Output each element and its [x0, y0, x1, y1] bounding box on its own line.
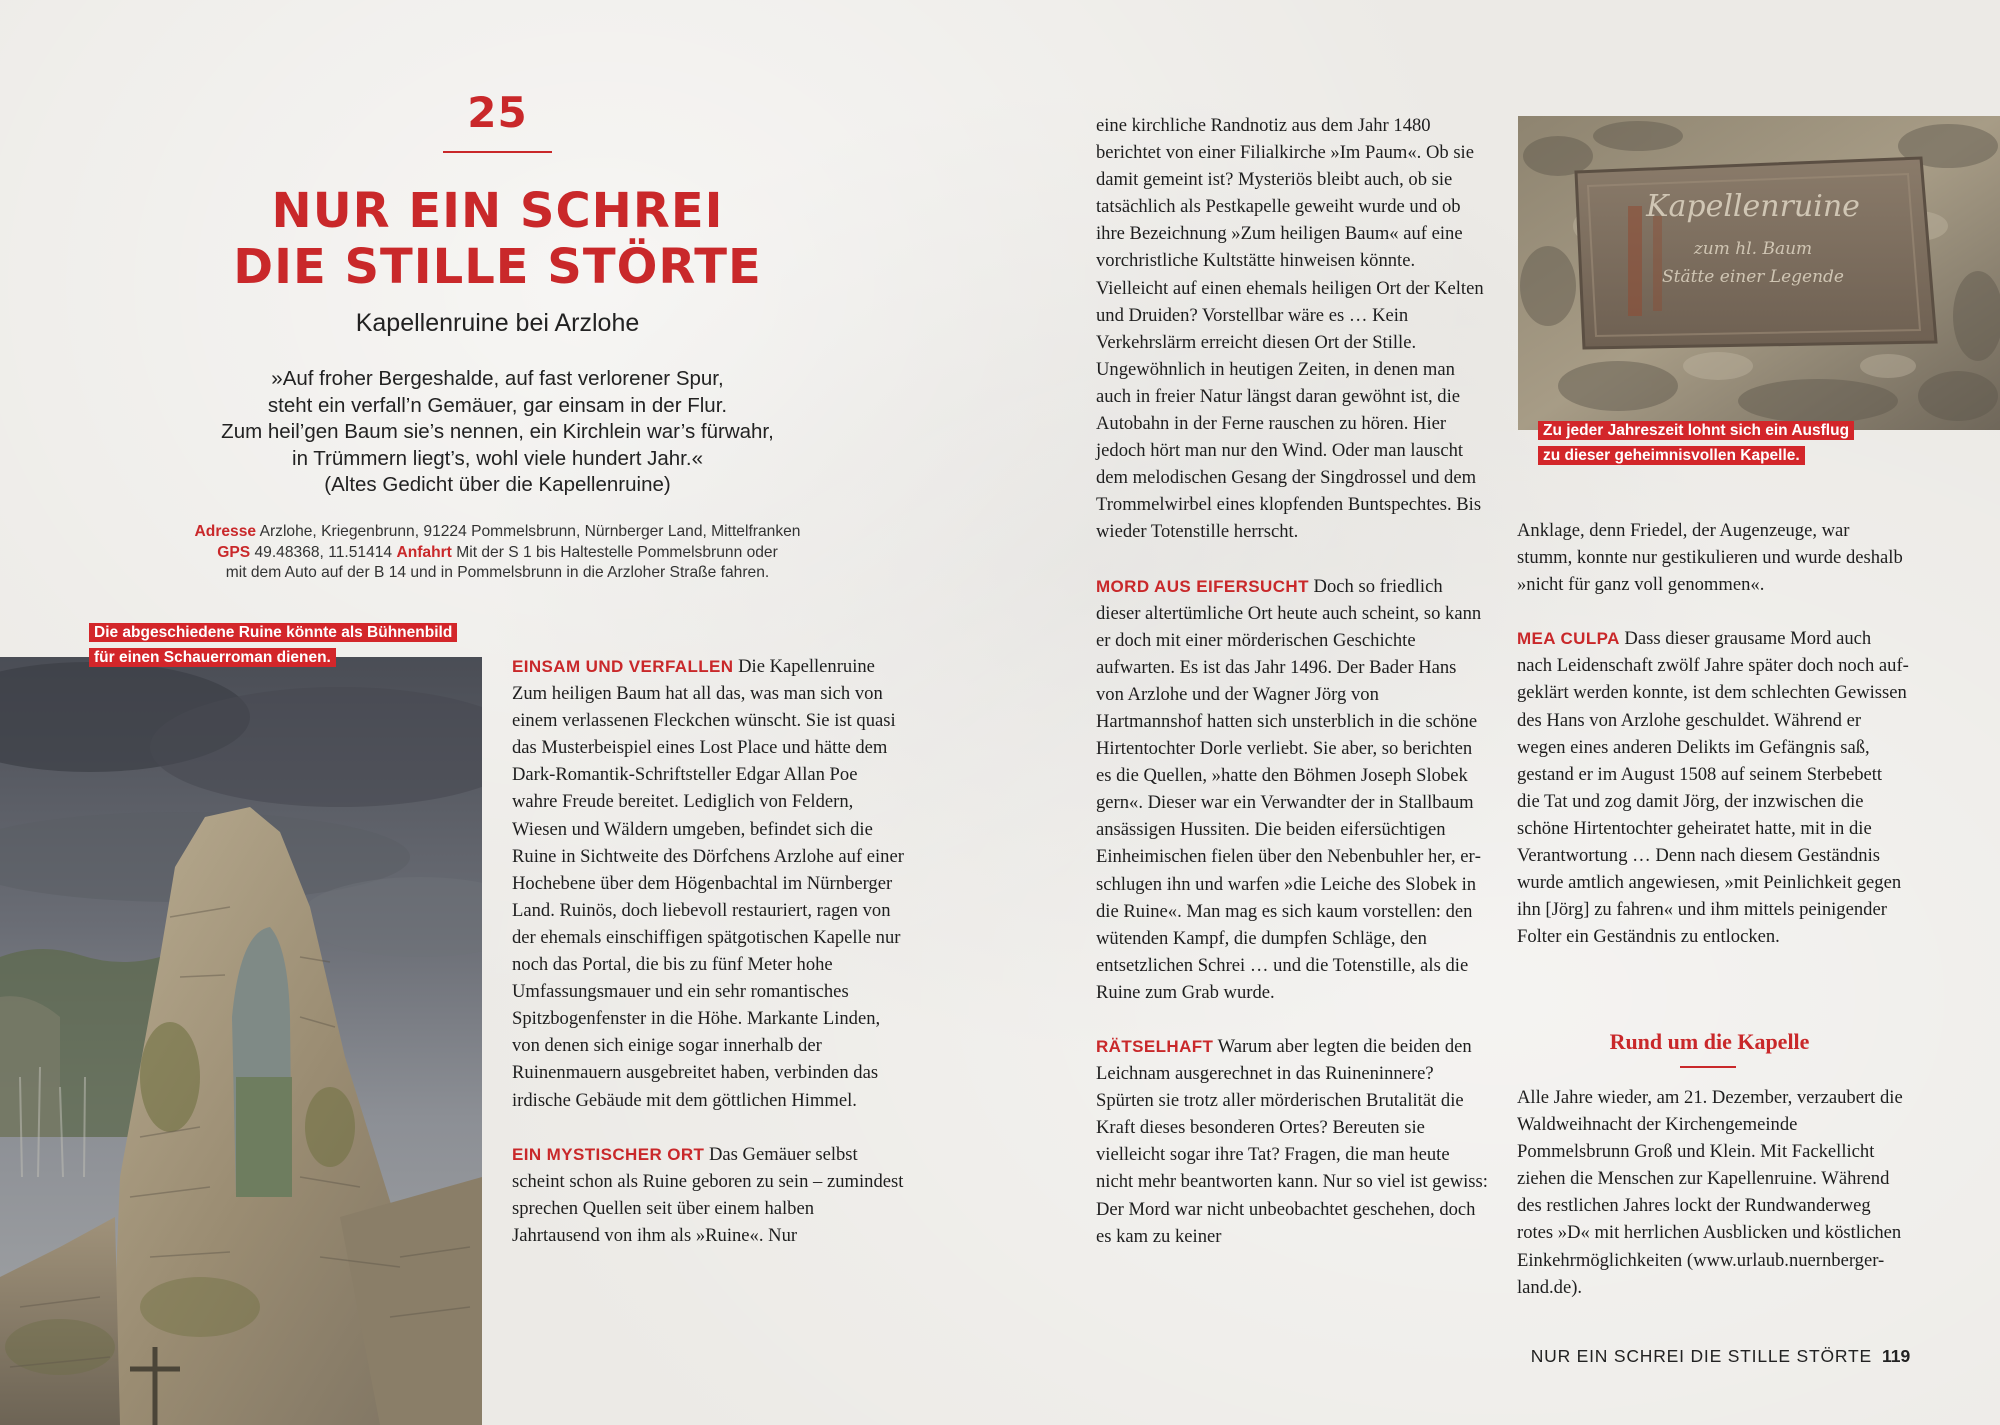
- section-text: Doch so friedlich dieser altertümliche Ort heute auch scheint, so kann er doch mit einer mörderischen Geschichte aufwarten. Es ist das Jahr 1496. Der Bader Hans von Arzlohe und der Wagner Jörg von Hartmannshof hatten sich unsterblich in die schöne Hirtentochter Dorle verliebt. Sie aber, so berichten es die Quellen, »hatte den Böhmen Joseph Slobek gern«. Dieser war ein Verwandter der in Stallbaum ansässigen Hussiten. Die beiden eifersüchtigen Einheimischen fielen über den Nebenbuhler her, erschlugen ihn und warfen »die Leiche des Slobek in die Ruine«. Man mag es sich kaum vorstellen: den wütenden Kampf, die dumpfen Schläge, den entsetzlichen Schrei … und die Totenstille, als die Ruine zum Grab wurde.: [1096, 575, 1482, 1003]
- chapter-title-line: DIE STILLE STÖRTE: [233, 239, 762, 295]
- section-text: Das Gemäuer selbst scheint schon als Ruine geboren zu sein – zumindest sprechen Quellen seit über einem halben Jahrtausend von ihm als »Ruine«. Nur: [512, 1143, 904, 1246]
- gps-value: 49.48368, 11.51414: [254, 543, 393, 561]
- plaque-text-line2: zum hl. Baum: [1693, 239, 1813, 259]
- poem-attribution: (Altes Gedicht über die Kapellenruine): [324, 473, 671, 496]
- address-value: Arzlohe, Kriegenbrunn, 91224 Pommelsbrunn, Nürnberger Land, Mittelfranken: [259, 523, 801, 540]
- section-einsam: [512, 653, 904, 1114]
- section-lead: RÄTSELHAFT: [1096, 1037, 1214, 1056]
- directions-label: Anfahrt: [396, 543, 452, 561]
- section-mord: [1096, 573, 1488, 1007]
- section-raetselhaft: [1096, 1033, 1488, 1250]
- poem-line: in Trümmern liegt’s, wohl viele hundert Jahr.«: [292, 446, 703, 470]
- info-box-body: Alle Jahre wieder, am 21. Dezember, verzaubert die Waldweihnacht der Kirchengemeinde Pommelsbrunn Groß und Klein. Mit Fackellicht ziehen die Menschen zur Kapellenruine. Während des restlichen Jahres lockt der Rundwanderweg rotes »D« mit herrlichen Ausblicken und köstlichen Einkehrmöglichkeiten (www.urlaub.nuernberger-land.de).: [1517, 1087, 1903, 1298]
- section-mystisch-cont: [1096, 112, 1488, 546]
- location-info: [0, 522, 995, 584]
- section-text: Die Kapellenruine Zum heiligen Baum hat all das, was man sich von einem verlassenen Fleckchen wünscht. Sie ist quasi das Musterbeispiel eines Lost Place und hätte dem Dark-Romantik-Schriftsteller Edgar Allan Poe wahre Freude bereitet. Lediglich von Feldern, Wiesen und Wäldern umgeben, befindet sich die Ruine in Sichtweite des Dörfchens Arzlohe auf einer Hochebene über dem Högenbachtal im Nürnberger Land. Ruinös, doch liebevoll restauriert, ragen von der ehemals einschiffigen spätgotischen Kapelle nur noch das Portal, die bis zu fünf Meter hohe Umfassungsmauer und ein sehr romantisches Spitzbogenfenster in die Höhe. Markante Linden, von denen sich einige sogar innerhalb der Ruinenmauern ausgebreitet haben, verbinden das irdische Gebäude mit dem göttlichen Himmel.: [512, 656, 904, 1111]
- chapter-title-line: NUR EIN SCHREI: [271, 183, 724, 239]
- section-text: Dass dieser grausame Mord auch nach Leidenschaft zwölf Jahre später doch noch aufgeklärt werden konnte, ist dem schlechten Gewissen des Hans von Arzlohe geschuldet. Während er wegen eines anderen Delikts im Gefängnis saß, gestand er im August 1508 auf seinem Sterbebett die Tat und zog damit Jörg, der inzwischen die schöne Hirtentochter geheiratet hatte, mit in die Verantwortung … Denn nach diesem Geständnis wurde amtlich angewiesen, »mit Peinlichkeit gegen ihn [Jörg] zu fahren« und ihm mittels peinigender Folter ein Geständnis zu entlocken.: [1517, 628, 1909, 948]
- section-raetselhaft-cont: [1517, 517, 1909, 598]
- poem-line: Zum heil’gen Baum sie’s nennen, ein Kirchlein war’s fürwahr,: [221, 420, 774, 443]
- section-lead: EIN MYSTISCHER ORT: [512, 1144, 705, 1164]
- chapter-number: 25: [467, 88, 528, 137]
- section-mystisch: [512, 1141, 904, 1249]
- ruin-photo: [0, 657, 482, 1425]
- directions-value-cont: mit dem Auto auf der B 14 und in Pommelsbrunn in die Arzloher Straße fahren.: [225, 564, 770, 581]
- chapter-title: [0, 183, 995, 295]
- section-lead: MORD AUS EIFERSUCHT: [1096, 576, 1309, 596]
- text-column-2: [1096, 112, 1488, 1277]
- text-column-1: [512, 653, 904, 1276]
- plaque-text-line1: Kapellenruine: [1646, 189, 1860, 224]
- section-text: eine kirchliche Randnotiz aus dem Jahr 1480 berichtet von einer Filialkirche »Im Paum«. Ob sie damit gemeint ist? Mysteriös bleibt auch, ob sie tatsächlich als Pestkapelle geweiht wurde und ob ihre Bezeichnung »Zum heiligen Baum« auf eine vorchristliche Kultstätte hinweisen könnte. Vielleicht auf einen ehemals heiligen Ort der Kelten und Druiden? Vorstellbar wäre es … Kein Verkehrslärm erreicht diesen Ort der Stille. Ungewöhnlich in heutigen Zeiten, in denen man auch in freier Natur längst daran gewöhnt ist, die Autobahn in der Ferne rauschen zu hören. Hier jedoch hört man nur den Wind. Oder man lauscht dem melodischen Gesang der Singdrossel und dem Trommelwirbel eines klopfenden Buntspechtes. Bis wieder Totenstille herrscht.: [1096, 115, 1484, 543]
- info-box-rule: [1680, 1066, 1736, 1068]
- poem-line: »Auf froher Bergeshalde, auf fast verlorener Spur,: [271, 367, 724, 390]
- chapter-number-underline: [443, 151, 552, 153]
- section-mea-culpa: [1517, 625, 1909, 950]
- page-number: 119: [1882, 1346, 1911, 1366]
- caption-line: für einen Schauerroman dienen.: [89, 648, 336, 667]
- running-footer-title: NUR EIN SCHREI DIE STILLE STÖRTE: [1530, 1346, 1872, 1366]
- section-lead: EINSAM UND VERFALLEN: [512, 657, 734, 676]
- directions-value: Mit der S 1 bis Haltestelle Pommelsbrunn oder: [456, 543, 778, 561]
- info-box-title: Rund um die Kapelle: [1609, 1029, 1810, 1054]
- poem-line: steht ein verfall’n Gemäuer, gar einsam in der Flur.: [267, 393, 728, 417]
- address-label: Adresse: [194, 523, 257, 540]
- chapter-subtitle: Kapellenruine bei Arzlohe: [355, 309, 640, 337]
- text-column-3: [1517, 517, 1909, 977]
- ruin-photo-caption: [89, 620, 457, 670]
- section-text: Anklage, denn Friedel, der Augenzeuge, war stumm, konnte nur gestikulieren und wurde deshalb »nicht für ganz voll genommen«.: [1517, 520, 1903, 596]
- plaque-photo-caption: [1538, 418, 1854, 468]
- poem-quote: [0, 366, 995, 499]
- section-lead: MEA CULPA: [1517, 629, 1620, 649]
- caption-line: zu dieser geheimnisvollen Kapelle.: [1538, 446, 1805, 465]
- gps-label: GPS: [217, 543, 251, 561]
- section-text: Warum aber legten die beiden den Leichnam ausgerechnet in das Ruineninnere? Spürten sie trotz aller mörderischen Brutalität die Kraft dieses besonderen Ortes? Bereuten sie vielleicht sogar ihre Tat? Fragen, die man heute nicht mehr beantworten kann. Nur so viel ist gewiss: Der Mord war nicht unbeobachtet geschehen, doch es kam zu keiner: [1096, 1036, 1488, 1247]
- plaque-photo: [1518, 116, 2000, 430]
- caption-line: Die abgeschiedene Ruine könnte als Bühnenbild: [89, 623, 457, 642]
- info-box-text: [1517, 1084, 1909, 1301]
- plaque-text-line3: Stätte einer Legende: [1662, 267, 1844, 287]
- caption-line: Zu jeder Jahreszeit lohnt sich ein Ausflug: [1538, 421, 1854, 440]
